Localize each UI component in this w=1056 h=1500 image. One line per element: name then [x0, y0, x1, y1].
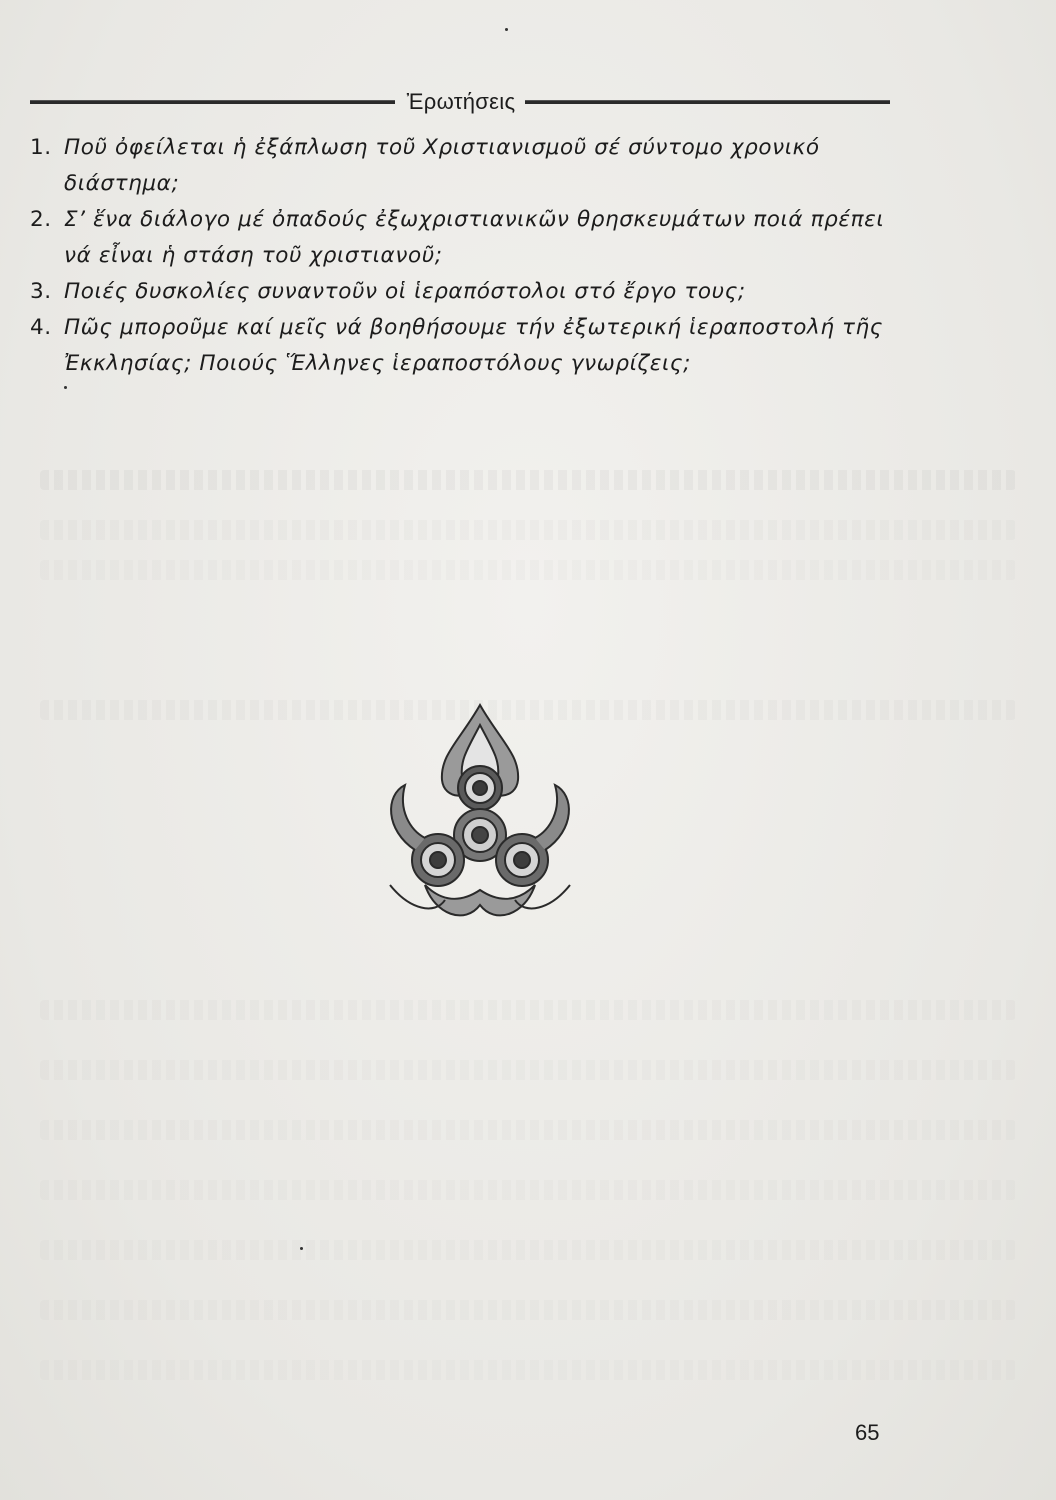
question-text: Ποῦ ὀφείλεται ἡ ἐξάπλωση τοῦ Χριστιανισμοῦ σέ σύντομο χρονικό διάστημα;: [64, 135, 820, 196]
question-number: 2.: [30, 207, 52, 232]
bleed-through: [40, 1240, 1016, 1260]
question-item: [30, 202, 890, 274]
bleed-through: [40, 1120, 1016, 1140]
question-number: 3.: [30, 279, 52, 304]
heading-rule-right: [525, 100, 890, 104]
section-title: Ἐρωτήσεις: [406, 89, 516, 114]
question-item: [30, 130, 890, 202]
section-heading: [30, 84, 890, 120]
question-item: [30, 274, 890, 310]
heading-rule-left: [30, 100, 395, 104]
bleed-through: [40, 1180, 1016, 1200]
bleed-through: [40, 1360, 1016, 1380]
speck: [505, 28, 508, 31]
bleed-through: [40, 1300, 1016, 1320]
question-list: [30, 130, 890, 382]
bleed-through: [40, 470, 1016, 490]
question-number: 4.: [30, 315, 52, 340]
question-text: Ποιές δυσκολίες συναντοῦν οἱ ἱεραπόστολοι στό ἔργο τους;: [64, 279, 746, 304]
speck: [300, 1247, 303, 1250]
speck: [64, 386, 67, 389]
bleed-through: [40, 520, 1016, 540]
question-number: 1.: [30, 135, 52, 160]
page-number: 65: [855, 1420, 880, 1445]
bleed-through: [40, 1060, 1016, 1080]
bleed-through: [40, 1000, 1016, 1020]
question-text: Σ’ ἕνα διάλογο μέ ὀπαδούς ἐξωχριστιανικῶν θρησκευμάτων ποιά πρέπει νά εἶναι ἡ στάση τοῦ χριστιανοῦ;: [64, 207, 885, 268]
bleed-through: [40, 560, 1016, 580]
floral-ornament-icon: [380, 700, 580, 940]
question-text: Πῶς μποροῦμε καί μεῖς νά βοηθήσουμε τήν ἐξωτερική ἱεραποστολή τῆς Ἐκκλησίας; Ποιούς Ἕλληνες ἱεραποστόλους γνωρίζεις;: [64, 315, 883, 376]
question-item: [30, 310, 890, 382]
